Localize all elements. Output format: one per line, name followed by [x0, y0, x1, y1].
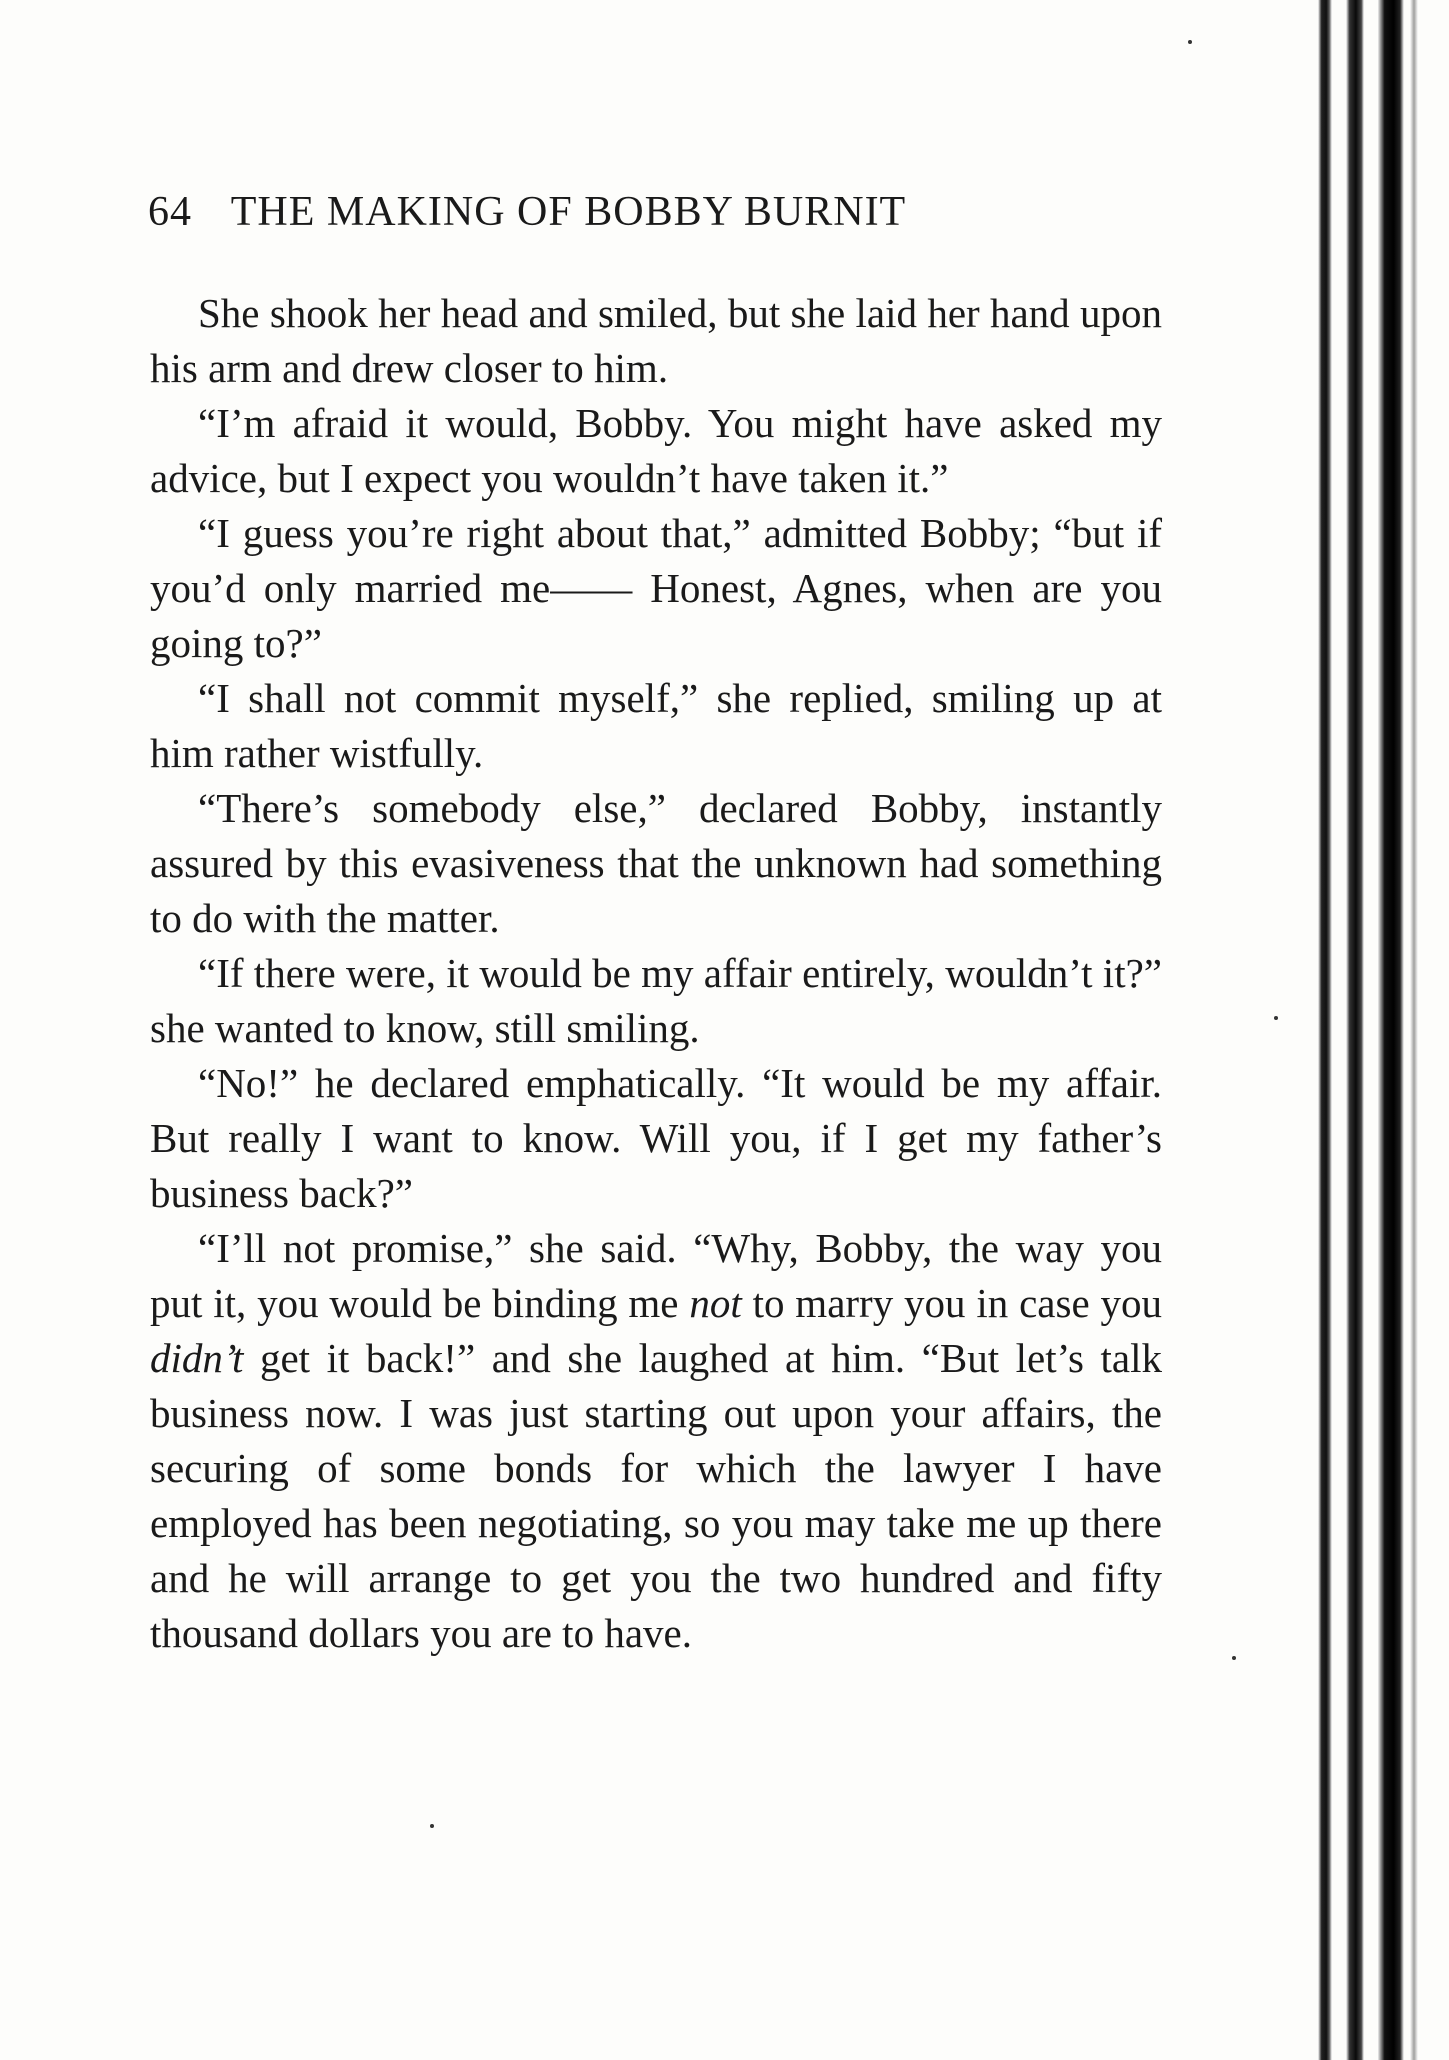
page-edge-shadow: [1318, 0, 1332, 2060]
paragraph: “I guess you’re right about that,” admitted Bobby; “but if you’d only married me—— Honest, Agnes, when are you going to?”: [150, 510, 1162, 666]
paragraph: “There’s somebody else,” declared Bobby, instantly assured by this evasiveness that the unknown had something to do with the matter.: [150, 785, 1162, 941]
scan-speck: [1274, 1016, 1278, 1020]
page-edge-shadow: [1346, 0, 1364, 2060]
text-run: “I’ll not promise,” she said. “Why, Bobby, the way you put it, you would be binding me: [150, 1225, 1162, 1326]
running-head: [148, 188, 1078, 236]
paragraph: “I shall not commit myself,” she replied, smiling up at him rather wistfully.: [150, 675, 1162, 776]
paragraph: [150, 1221, 1162, 1661]
page-number: 64: [148, 189, 192, 235]
running-title: THE MAKING OF BOBBY BURNIT: [230, 189, 907, 235]
scan-speck: [1232, 1656, 1236, 1660]
page-edge-shadow: [1410, 0, 1418, 2060]
text-run: get it back!” and she laughed at him. “But let’s talk business now. I was just starting out upon your affairs, the securing of some bonds for which the lawyer I have employed has been negotiating, so you may take me up there and he will arrange to get you the two hundred and fifty thousand dollars you are to have.: [150, 1335, 1162, 1656]
italic-word: not: [689, 1280, 742, 1326]
paragraph: She shook her head and smiled, but she laid her hand upon his arm and drew closer to him.: [150, 290, 1162, 391]
paragraph: “No!” he declared emphatically. “It would be my affair. But really I want to know. Will you, if I get my father’s business back?”: [150, 1060, 1162, 1216]
paragraph: “I’m afraid it would, Bobby. You might have asked my advice, but I expect you wouldn’t have taken it.”: [150, 400, 1162, 501]
scan-speck: [1188, 40, 1192, 44]
italic-word: didn’t: [150, 1335, 244, 1381]
paragraph: “If there were, it would be my affair entirely, wouldn’t it?” she wanted to know, still smiling.: [150, 950, 1162, 1051]
body-text: [150, 286, 1162, 1661]
scan-speck: [430, 1824, 434, 1828]
text-run: to marry you in case you: [741, 1280, 1162, 1326]
page-edge-shadow: [1378, 0, 1404, 2060]
